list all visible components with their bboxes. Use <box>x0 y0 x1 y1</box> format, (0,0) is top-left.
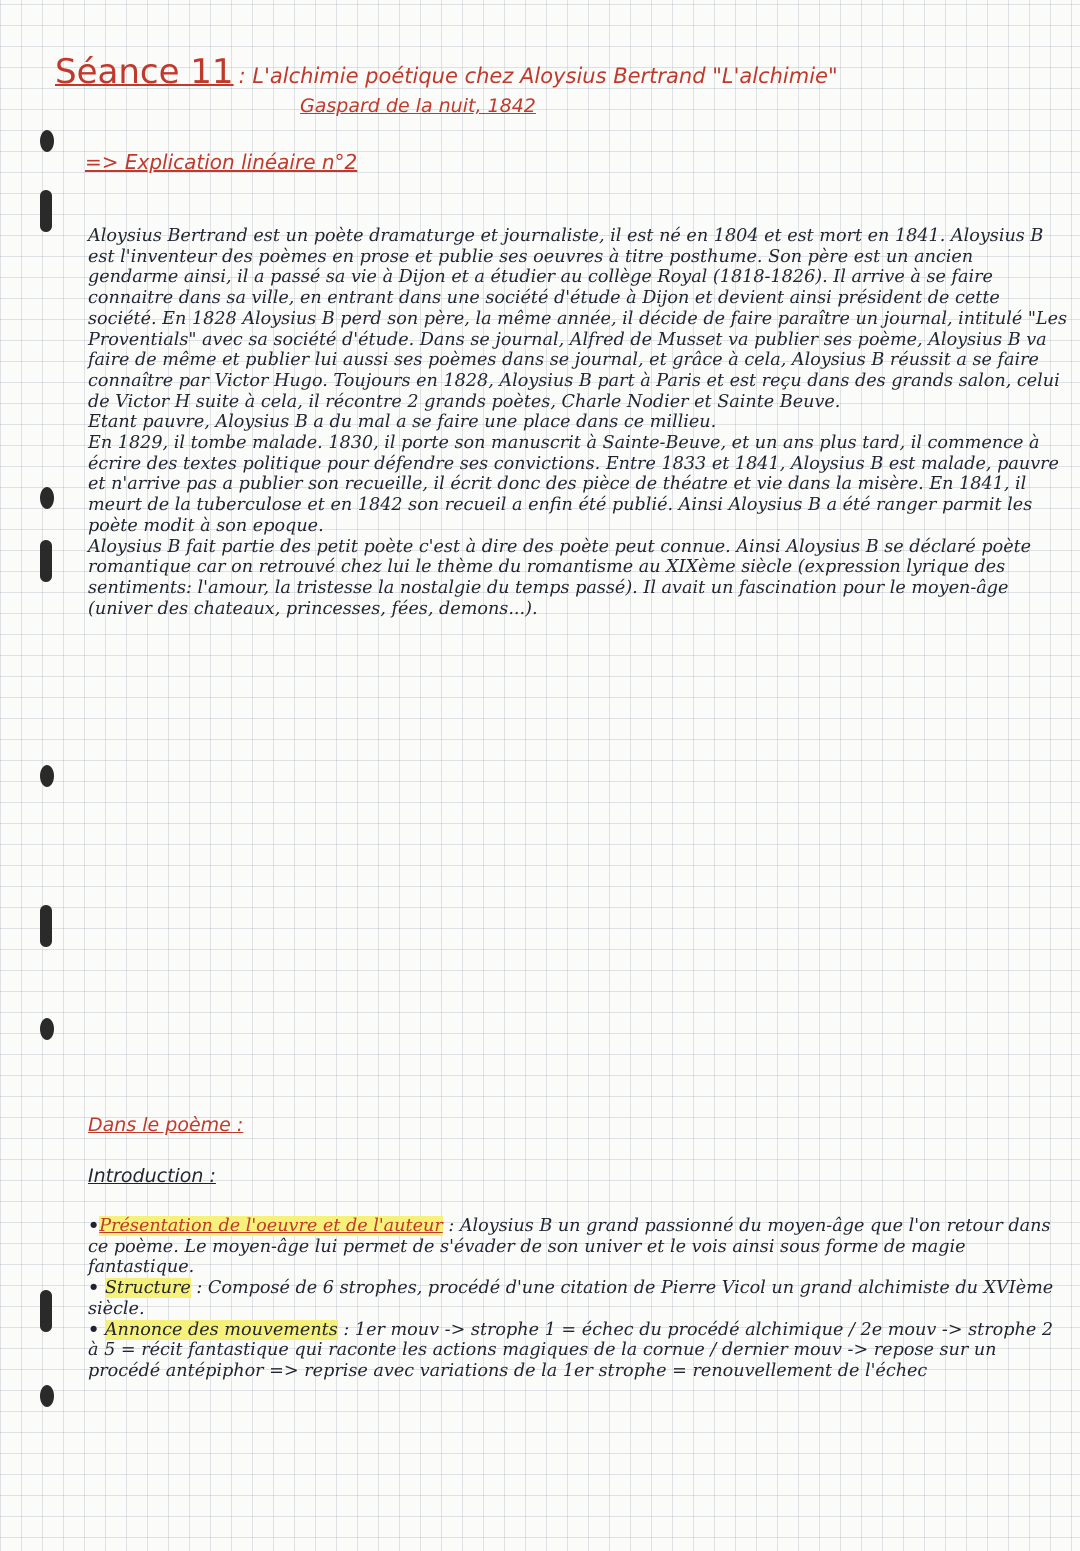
seance-heading: Séance 11 <box>55 52 234 92</box>
seance-title: : L'alchimie poétique chez Aloysius Bertrand "L'alchimie" <box>238 64 838 88</box>
bio-paragraph: En 1829, il tombe malade. 1830, il porte son manuscrit à Sainte-Beuve, et un ans plus tard, il commence à écrire des textes politique pour défendre ses convictions. Entre 1833 et 1841, Aloysius B est malade, pauvre et n'arrive pas a publier son recueille, il écrit donc des pièce de théatre et vie dans la misère. En 1841, il meurt de la tuberculose et en 1842 son recueil a enfin été publié. Ainsi Aloysius B a été ranger parmit les poète modit à son epoque. <box>88 433 1059 536</box>
presentation-label: Présentation de l'oeuvre et de l'auteur <box>99 1216 443 1236</box>
structure-label: Structure <box>104 1278 191 1299</box>
presentation-text: : Aloysius B un grand passionné du moyen-âge que l'on retour dans ce poème. Le moyen-âge lui permet de s'évader de son univer et le vois ainsi sous forme de magie fantastique. <box>88 1216 1051 1278</box>
binder-hole <box>40 905 52 947</box>
explication-heading: => Explication linéaire n°2 <box>85 150 358 174</box>
introduction-text <box>88 1216 1063 1382</box>
binder-hole <box>40 1290 52 1332</box>
binder-hole <box>40 765 54 787</box>
seance-subtitle: Gaspard de la nuit, 1842 <box>300 95 536 117</box>
biography-text <box>88 226 1068 619</box>
bio-paragraph: Aloysius Bertrand est un poète dramaturge et journaliste, il est né en 1804 et est mort en 1841. Aloysius B est l'inventeur des poèmes en prose et publie ses oeuvres à titre posthume. Son père est un ancien gendarme ainsi, il a passé sa vie à Dijon et a étudier au collège Royal (1818-1826). Il arrive à se faire connaitre dans sa ville, en entrant dans une société d'étude à Dijon et devient ainsi président de cette société. En 1828 Aloysius B perd son père, la même année, il décide de faire paraître un journal, intitulé "Les Proventials" avec sa société d'étude. Dans se journal, Alfred de Musset va publier ses poème, Aloysius B va faire de même et publier lui aussi ses poèmes dans se journal, et grâce à cela, Aloysius B réussit a se faire connaître par Victor Hugo. Toujours en 1828, Aloysius B part à Paris et est reçu dans des grands salon, celui de Victor H suite à cela, il récontre 2 grands poètes, Charle Nodier et Sainte Beuve. <box>88 226 1068 412</box>
binder-hole <box>40 487 54 509</box>
section-dans-le-poeme: Dans le poème : <box>88 1114 244 1136</box>
binder-hole <box>40 540 52 582</box>
binder-hole <box>40 130 54 152</box>
binder-hole <box>40 1018 54 1040</box>
annonce-text: : 1er mouv -> strophe 1 = échec du procédé alchimique / 2e mouv -> strophe 2 à 5 = récit fantastique qui raconte les actions magiques de la cornue / dernier mouv -> repose sur un procédé antépiphor => reprise avec variations de la 1er strophe = renouvellement de l'échec <box>88 1319 1054 1381</box>
bio-paragraph: Aloysius B fait partie des petit poète c'est à dire des poète peut connue. Ainsi Aloysius B se déclaré poète romantique car on retrouvé chez lui le thème du romantisme au XIXème siècle (expression lyrique des sentiments: l'amour, la tristesse la nostalgie du temps passé). Il avait un fascination pour le moyen-âge (univer des chateaux, princesses, fées, demons...). <box>88 536 1032 619</box>
annonce-label: Annonce des mouvements <box>104 1319 338 1340</box>
bio-paragraph: Etant pauvre, Aloysius B a du mal a se faire une place dans ce millieu. <box>88 412 717 433</box>
intro-structure: • Structure : Composé de 6 strophes, procédé d'une citation de Pierre Vicol un grand alchimiste du XVIème siècle. <box>88 1277 1054 1319</box>
page-title <box>55 52 1065 92</box>
intro-annonce: • Annonce des mouvements : 1er mouv -> strophe 1 = échec du procédé alchimique / 2e mouv -> strophe 2 à 5 = récit fantastique qui raconte les actions magiques de la cornue / dernier mouv -> repose sur un procédé antépiphor => reprise avec variations de la 1er strophe = renouvellement de l'échec <box>88 1318 1054 1381</box>
intro-presentation: •Présentation de l'oeuvre et de l'auteur : Aloysius B un grand passionné du moyen-âge que l'on retour dans ce poème. Le moyen-âge lui permet de s'évader de son univer et le vois ainsi sous forme de magie fantastique. <box>88 1215 1051 1278</box>
structure-text: : Composé de 6 strophes, procédé d'une citation de Pierre Vicol un grand alchimiste du XVIème siècle. <box>88 1278 1054 1319</box>
section-introduction: Introduction : <box>88 1165 216 1187</box>
binder-hole <box>40 190 52 232</box>
binder-hole <box>40 1385 54 1407</box>
